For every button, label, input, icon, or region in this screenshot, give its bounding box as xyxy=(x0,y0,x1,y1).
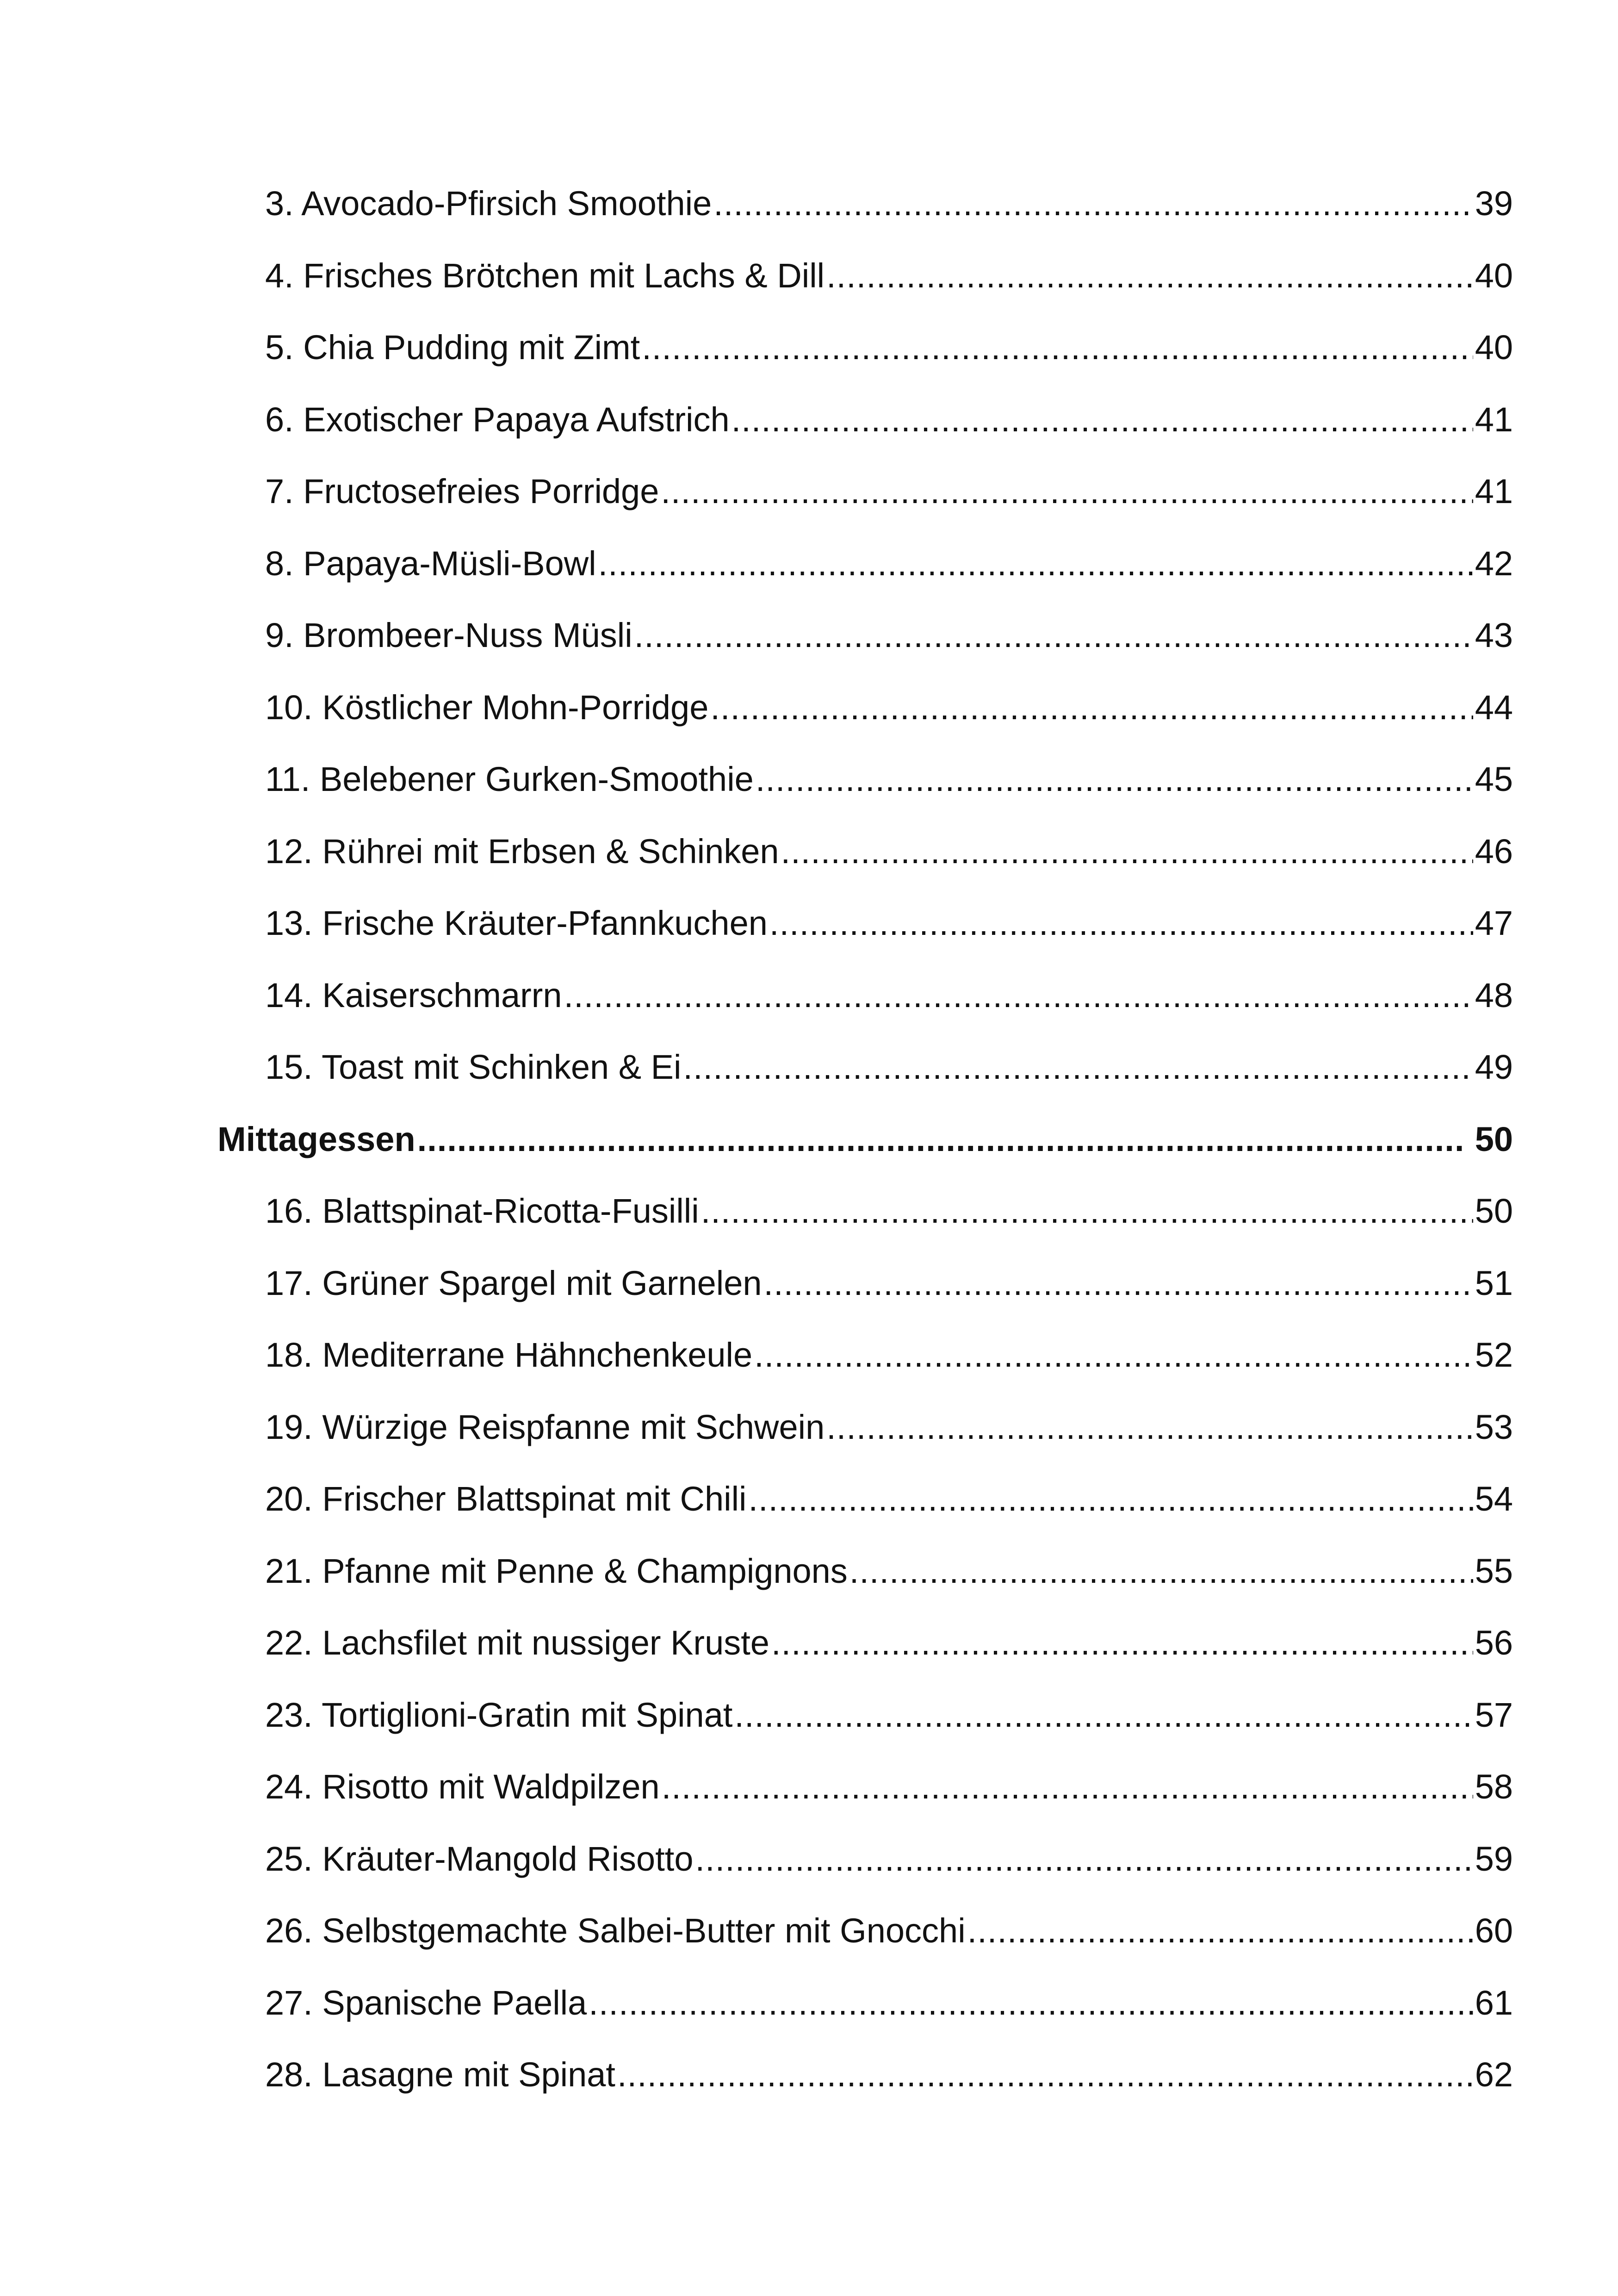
toc-entry-spanische-paella[interactable] xyxy=(217,1967,1513,2039)
toc-entry-gurken-smoothie[interactable] xyxy=(217,743,1513,815)
toc-dot-leader xyxy=(417,1103,1467,1176)
toc-dot-leader xyxy=(769,887,1473,959)
toc-entry-kraeuter-pfannkuchen[interactable] xyxy=(217,887,1513,959)
toc-entry-kraeuter-mangold-risotto[interactable] xyxy=(217,1823,1513,1895)
toc-entry-brombeer-nuss-muesli[interactable] xyxy=(217,599,1513,672)
toc-entry-title: 6. Exotischer Papaya Aufstrich xyxy=(265,400,730,439)
toc-dot-leader xyxy=(617,2039,1473,2111)
toc-entry-avocado-pfirsich-smoothie[interactable] xyxy=(217,168,1513,240)
toc-entry-chia-pudding[interactable] xyxy=(217,311,1513,384)
toc-page-number: 43 xyxy=(1475,616,1513,654)
toc-page-number: 41 xyxy=(1475,400,1513,439)
toc-page-number: 40 xyxy=(1475,328,1513,367)
toc-entry-penne-champignons[interactable] xyxy=(217,1535,1513,1607)
toc-dot-leader xyxy=(661,455,1473,528)
toc-page-number: 58 xyxy=(1475,1767,1513,1806)
table-of-contents xyxy=(217,168,1513,2111)
toc-entry-title: 8. Papaya-Müsli-Bowl xyxy=(265,544,596,583)
toc-entry-spargel-garnelen[interactable] xyxy=(217,1247,1513,1319)
toc-entry-blattspinat-chili[interactable] xyxy=(217,1463,1513,1535)
toc-entry-title: 20. Frischer Blattspinat mit Chili xyxy=(265,1480,747,1518)
toc-entry-title: 21. Pfanne mit Penne & Champignons xyxy=(265,1551,848,1590)
toc-dot-leader xyxy=(732,384,1473,456)
toc-entry-title: 11. Belebener Gurken-Smoothie xyxy=(265,760,754,798)
toc-dot-leader xyxy=(967,1895,1473,1967)
toc-entry-title: 24. Risotto mit Waldpilzen xyxy=(265,1767,660,1806)
toc-entry-title: 19. Würzige Reispfanne mit Schwein xyxy=(265,1407,825,1446)
toc-entry-title: 4. Frisches Brötchen mit Lachs & Dill xyxy=(265,256,825,295)
toc-entry-title: 17. Grüner Spargel mit Garnelen xyxy=(265,1263,762,1302)
toc-entry-title: 16. Blattspinat-Ricotta-Fusilli xyxy=(265,1192,699,1230)
toc-page-number: 62 xyxy=(1475,2055,1513,2094)
toc-entry-title: 28. Lasagne mit Spinat xyxy=(265,2055,615,2094)
toc-entry-title: 12. Rührei mit Erbsen & Schinken xyxy=(265,832,779,871)
toc-entry-haehnchenkeule[interactable] xyxy=(217,1319,1513,1391)
toc-dot-leader xyxy=(662,1751,1473,1823)
toc-entry-risotto-waldpilzen[interactable] xyxy=(217,1751,1513,1823)
toc-dot-leader xyxy=(695,1823,1473,1895)
toc-dot-leader xyxy=(701,1175,1473,1247)
toc-page-number: 42 xyxy=(1475,544,1513,583)
toc-dot-leader xyxy=(598,528,1473,600)
toc-page-number: 55 xyxy=(1475,1551,1513,1590)
toc-entry-title: 26. Selbstgemachte Salbei-Butter mit Gnocchi xyxy=(265,1911,966,1950)
toc-dot-leader xyxy=(781,815,1473,888)
toc-dot-leader xyxy=(764,1247,1473,1319)
toc-entry-title: 13. Frische Kräuter-Pfannkuchen xyxy=(265,904,768,942)
toc-section-mittagessen[interactable] xyxy=(217,1103,1513,1176)
toc-dot-leader xyxy=(564,959,1473,1032)
toc-entry-title: 25. Kräuter-Mangold Risotto xyxy=(265,1839,694,1878)
toc-entry-blattspinat-ricotta-fusilli[interactable] xyxy=(217,1175,1513,1247)
toc-dot-leader xyxy=(771,1607,1473,1679)
toc-page-number: 41 xyxy=(1475,472,1513,510)
toc-page-number: 45 xyxy=(1475,760,1513,798)
toc-entry-title: 23. Tortiglioni-Gratin mit Spinat xyxy=(265,1695,733,1734)
toc-page-number: 39 xyxy=(1475,184,1513,223)
toc-entry-title: 10. Köstlicher Mohn-Porridge xyxy=(265,688,709,727)
toc-dot-leader xyxy=(710,672,1473,744)
toc-page-number: 50 xyxy=(1475,1120,1513,1158)
toc-page-number: 50 xyxy=(1475,1192,1513,1230)
toc-dot-leader xyxy=(826,1391,1473,1463)
toc-dot-leader xyxy=(756,743,1473,815)
toc-page-number: 51 xyxy=(1475,1263,1513,1302)
toc-page-number: 52 xyxy=(1475,1336,1513,1374)
toc-entry-toast-schinken-ei[interactable] xyxy=(217,1031,1513,1103)
toc-entry-salbei-butter-gnocchi[interactable] xyxy=(217,1895,1513,1967)
toc-entry-papaya-muesli-bowl[interactable] xyxy=(217,528,1513,600)
toc-page-number: 40 xyxy=(1475,256,1513,295)
toc-entry-lachsfilet-kruste[interactable] xyxy=(217,1607,1513,1679)
toc-entry-title: 15. Toast mit Schinken & Ei xyxy=(265,1048,682,1086)
toc-page-number: 56 xyxy=(1475,1624,1513,1662)
toc-page-number: 54 xyxy=(1475,1480,1513,1518)
toc-entry-broetchen-lachs-dill[interactable] xyxy=(217,240,1513,312)
toc-entry-reispfanne-schwein[interactable] xyxy=(217,1391,1513,1463)
toc-dot-leader xyxy=(634,599,1473,672)
toc-page-number: 47 xyxy=(1475,904,1513,942)
toc-entry-title: 3. Avocado-Pfirsich Smoothie xyxy=(265,184,712,223)
toc-page-number: 46 xyxy=(1475,832,1513,871)
toc-entry-title: 22. Lachsfilet mit nussiger Kruste xyxy=(265,1624,769,1662)
toc-dot-leader xyxy=(642,311,1473,384)
toc-entry-title: 7. Fructosefreies Porridge xyxy=(265,472,659,510)
toc-page-number: 60 xyxy=(1475,1911,1513,1950)
toc-entry-ruehrei-erbsen-schinken[interactable] xyxy=(217,815,1513,888)
toc-dot-leader xyxy=(734,1679,1473,1751)
toc-dot-leader xyxy=(589,1967,1473,2039)
toc-page-number: 61 xyxy=(1475,1983,1513,2022)
toc-dot-leader xyxy=(754,1319,1473,1391)
toc-entry-papaya-aufstrich[interactable] xyxy=(217,384,1513,456)
toc-entry-title: 18. Mediterrane Hähnchenkeule xyxy=(265,1336,753,1374)
toc-page-number: 53 xyxy=(1475,1407,1513,1446)
toc-entry-lasagne-spinat[interactable] xyxy=(217,2039,1513,2111)
toc-dot-leader xyxy=(683,1031,1473,1103)
toc-entry-mohn-porridge[interactable] xyxy=(217,672,1513,744)
toc-entry-kaiserschmarrn[interactable] xyxy=(217,959,1513,1032)
toc-entry-title: 14. Kaiserschmarrn xyxy=(265,976,562,1014)
toc-entry-title: 5. Chia Pudding mit Zimt xyxy=(265,328,640,367)
toc-entry-tortiglioni-gratin[interactable] xyxy=(217,1679,1513,1751)
toc-dot-leader xyxy=(849,1535,1473,1607)
toc-page-number: 48 xyxy=(1475,976,1513,1014)
toc-dot-leader xyxy=(826,240,1473,312)
toc-entry-fructosefreies-porridge[interactable] xyxy=(217,455,1513,528)
toc-entry-title: 27. Spanische Paella xyxy=(265,1983,587,2022)
toc-section-title: Mittagessen xyxy=(217,1120,415,1158)
toc-page-number: 49 xyxy=(1475,1048,1513,1086)
toc-entry-title: 9. Brombeer-Nuss Müsli xyxy=(265,616,632,654)
toc-dot-leader xyxy=(713,168,1473,240)
toc-dot-leader xyxy=(748,1463,1473,1535)
toc-page-number: 57 xyxy=(1475,1695,1513,1734)
toc-page-number: 59 xyxy=(1475,1839,1513,1878)
toc-page-number: 44 xyxy=(1475,688,1513,727)
